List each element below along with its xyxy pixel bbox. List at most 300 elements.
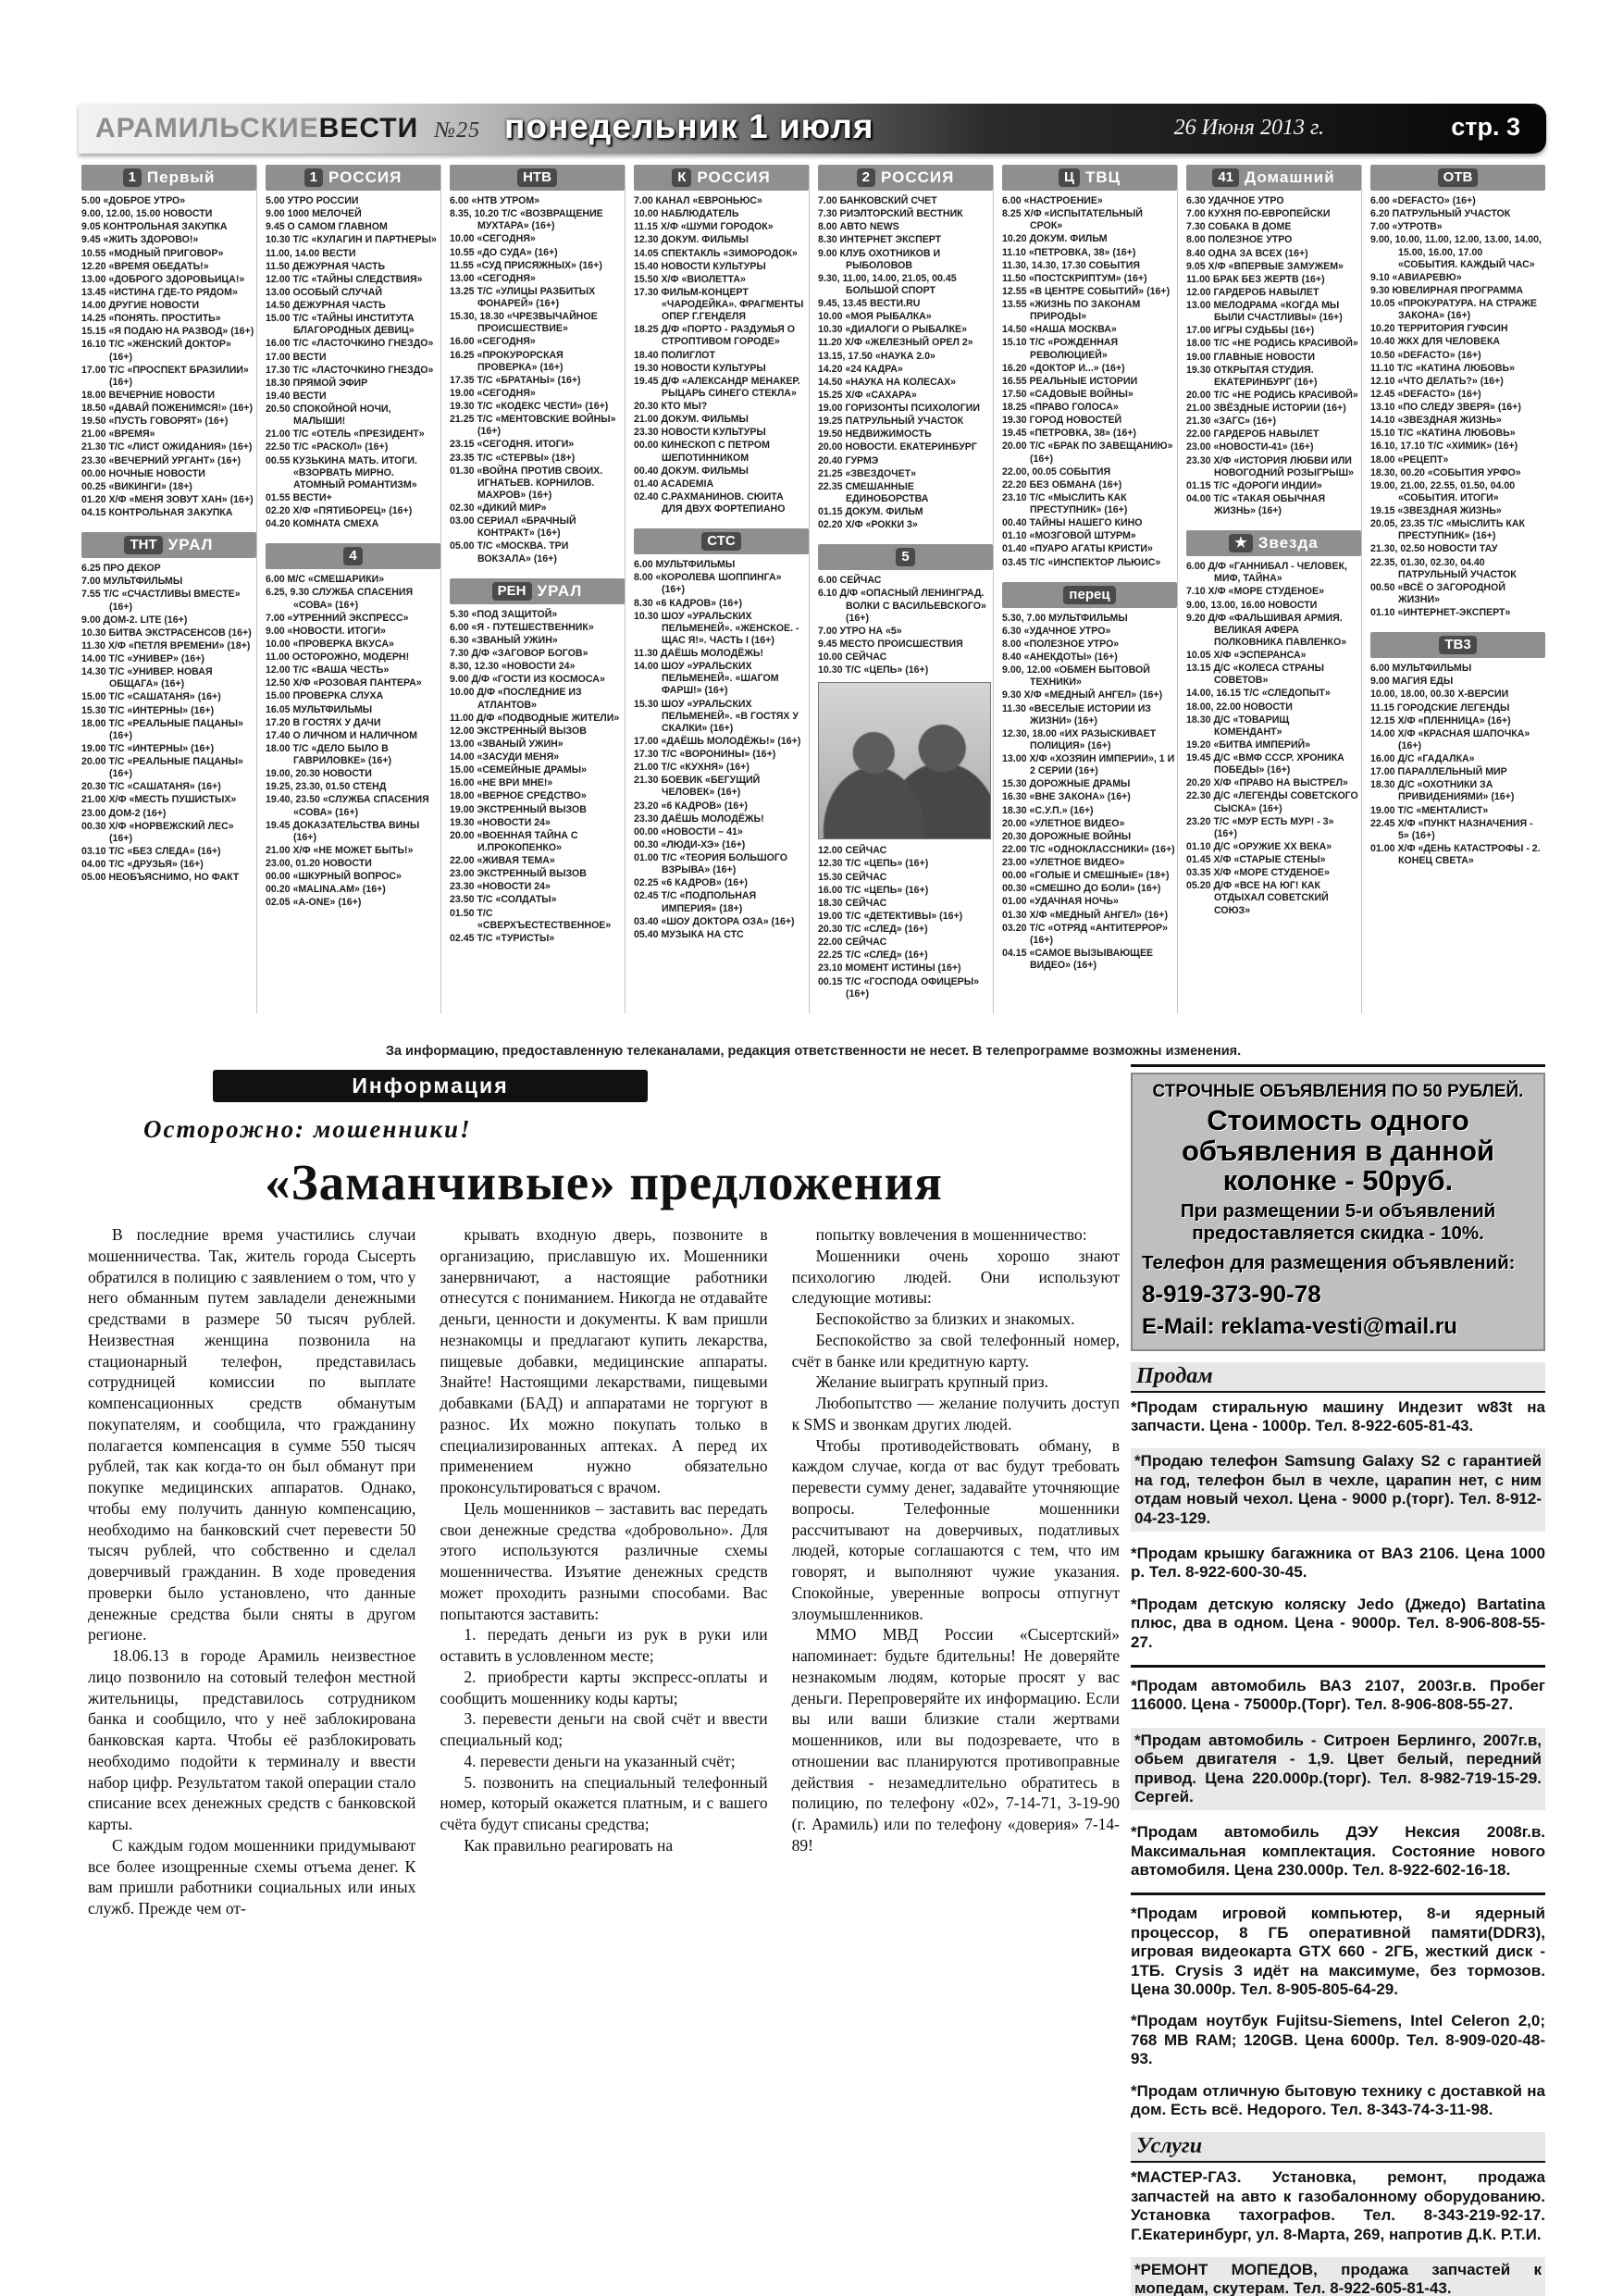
program-entry: 10.55 «МОДНЫЙ ПРИГОВОР» bbox=[81, 247, 224, 259]
program-entry: 7.00 МУЛЬТФИЛЬМЫ bbox=[81, 576, 183, 588]
channel-name: УРАЛ bbox=[537, 581, 583, 600]
program-entry: 21.00 Т/С «ОТЕЛЬ «ПРЕЗИДЕНТ» bbox=[266, 428, 425, 441]
channel-header bbox=[266, 165, 440, 191]
channel-block bbox=[1002, 582, 1177, 973]
program-entry: 16.05 МУЛЬТФИЛЬМЫ bbox=[266, 703, 373, 715]
program-entry: 17.40 О ЛИЧНОМ И НАЛИЧНОМ bbox=[266, 729, 417, 741]
program-entry: 19.40, 23.50 «СЛУЖБА СПАСЕНИЯ «СОВА» (16+) bbox=[266, 794, 429, 818]
classified-ad: *МАСТЕР-ГАЗ. Установка, ремонт, продажа запчастей на авто к газобалонному оборудованию. Установка тахографов. Тел. 8-343-219-92-17. Г.Екатеринбург, ул. 8-Марта, 269, напротив Д.К. Р.Т.И. bbox=[1131, 2168, 1545, 2243]
program-entry: 23.35 Т/С «СТЕРВЫ» (18+) bbox=[450, 452, 576, 464]
program-entry: 9.45, 13.45 ВЕСТИ.RU bbox=[818, 298, 921, 309]
program-entry: 6.00 «Я - ПУТЕШЕСТВЕННИК» bbox=[450, 621, 594, 633]
program-entry: 6.00 МУЛЬТФИЛЬМЫ bbox=[1370, 663, 1472, 675]
program-entry: 21.25 Т/С «МЕНТОВСКИЕ ВОЙНЫ» (16+) bbox=[450, 414, 616, 438]
program-entry: 8.00 АВТО NEWS bbox=[818, 221, 899, 233]
program-entry: 9.00 Д/Ф «ГОСТИ ИЗ КОСМОСА» bbox=[450, 674, 605, 686]
program-list bbox=[450, 195, 625, 565]
program-entry: 18.30 ПРЯМОЙ ЭФИР bbox=[266, 377, 368, 389]
program-entry: 20.00 Т/С «БРАК ПО ЗАВЕЩАНИЮ» (16+) bbox=[1002, 441, 1173, 465]
program-entry: 00.30 «СМЕШНО ДО БОЛИ» (16+) bbox=[1002, 883, 1161, 895]
info-section bbox=[88, 1070, 1120, 1919]
program-entry: 16.20 «ДОКТОР И...» (16+) bbox=[1002, 362, 1125, 374]
program-entry: 18.30 Д/С «ОХОТНИКИ ЗА ПРИВИДЕНИЯМИ» (16+) bbox=[1370, 779, 1515, 803]
article-paragraph: Мошенники очень хорошо знают психологию людей. Они используют следующие мотивы: bbox=[791, 1246, 1120, 1308]
program-entry: 21.00 Т/С «КУХНЯ» (16+) bbox=[634, 762, 750, 774]
program-entry: 20.30 ДОРОЖНЫЕ ВОЙНЫ bbox=[1002, 830, 1132, 842]
channel-header bbox=[81, 532, 256, 558]
program-entry: 9.30 ЮВЕЛИРНАЯ ПРОГРАММА bbox=[1370, 284, 1524, 296]
program-entry: 05.20 Д/Ф «ВСЕ НА ЮГ! КАК ОТДЫХАЛ СОВЕТСКИЙ СОЮЗ» bbox=[1186, 880, 1329, 916]
program-entry: 9.00 КЛУБ ОХОТНИКОВ И РЫБОЛОВОВ bbox=[818, 247, 941, 271]
tv-column bbox=[81, 165, 256, 1013]
program-entry: 19.20 «БИТВА ИМПЕРИЙ» bbox=[1186, 738, 1311, 751]
classifieds-column bbox=[1131, 1064, 1545, 2296]
program-entry: 23.30 ДАЁШЬ МОЛОДЁЖЬ! bbox=[634, 813, 764, 825]
program-entry: 19.00, 21.00, 22.55, 01.50, 04.00 «СОБЫТИЯ. ИТОГИ» bbox=[1370, 479, 1516, 503]
program-entry: 12.20 «ВРЕМЯ ОБЕДАТЬ!» bbox=[81, 260, 209, 272]
program-entry: 01.10 «ИНТЕРНЕТ-ЭКСПЕРТ» bbox=[1370, 607, 1511, 618]
program-entry: 19.50 «ПУСТЬ ГОВОРЯТ» (16+) bbox=[81, 416, 229, 428]
program-entry: 00.00 «ГОЛЫЕ И СМЕШНЫЕ» (18+) bbox=[1002, 870, 1170, 882]
channel-header bbox=[1002, 582, 1177, 608]
program-entry: 15.00 ПРОВЕРКА СЛУХА bbox=[266, 690, 384, 702]
program-entry: 6.00 МУЛЬТФИЛЬМЫ bbox=[634, 559, 736, 571]
program-entry: 23.20 «6 КАДРОВ» (16+) bbox=[634, 800, 748, 812]
program-entry: 17.30 Т/С «ЛАСТОЧКИНО ГНЕЗДО» bbox=[266, 364, 434, 376]
article-paragraph: Беспокойство за близких и знакомых. bbox=[815, 1309, 1075, 1328]
program-list bbox=[634, 195, 809, 515]
tv-column bbox=[625, 165, 809, 1013]
article-paragraph: 4. перевести деньги на указанный счёт; bbox=[464, 1751, 736, 1770]
program-entry: 20.00 «УЛЕТНОЕ ВИДЕО» bbox=[1002, 817, 1125, 829]
program-entry: 6.00 СЕЙЧАС bbox=[818, 575, 882, 587]
program-entry: 7.10 Х/Ф «МОРЕ СТУДЕНОЕ» bbox=[1186, 586, 1324, 598]
program-entry: 9.30, 11.00, 14.00, 21.05, 00.45 БОЛЬШОЙ СПОРТ bbox=[818, 272, 957, 296]
program-entry: 12.30 Т/С «ЦЕПЬ» (16+) bbox=[818, 858, 929, 870]
article-body bbox=[88, 1224, 1120, 1919]
program-entry: 01.10 Д/С «ОРУЖИЕ XX ВЕКА» bbox=[1186, 840, 1332, 852]
program-entry: 11.00, 14.00 ВЕСТИ bbox=[266, 247, 356, 259]
article-paragraph: С каждым годом мошенники придумывают все более изощренные схемы отъема денег. К вам пришли работники социальных или иных служб. Прежде чем от- bbox=[88, 1835, 416, 1917]
program-entry: 13.15, 17.50 «НАУКА 2.0» bbox=[818, 350, 935, 362]
program-entry: 03.45 Т/С «ИНСПЕКТОР ЛЬЮИС» bbox=[1002, 556, 1161, 568]
channel-logo-icon: 5 bbox=[896, 548, 914, 566]
program-entry: 18.00 Т/С «НЕ РОДИСЬ КРАСИВОЙ» bbox=[1186, 338, 1358, 350]
article-paragraph: Как правильно реагировать на bbox=[464, 1835, 674, 1855]
program-entry: 00.25 «ВИКИНГИ» (18+) bbox=[81, 480, 192, 492]
program-entry: 20.20 Х/Ф «ПРАВО НА ВЫСТРЕЛ» bbox=[1186, 777, 1348, 789]
program-entry: 10.20 ДОКУМ. ФИЛЬМ bbox=[1002, 233, 1108, 245]
program-entry: 12.00 ГАРДЕРОБ НАВЫЛЕТ bbox=[1186, 286, 1319, 298]
program-entry: 10.30 Т/С «ЦЕПЬ» (16+) bbox=[818, 664, 929, 676]
article-column bbox=[792, 1224, 1120, 1919]
program-entry: 19.25, 23.30, 01.50 СТЕНД bbox=[266, 781, 387, 793]
channel-logo-icon: НТВ bbox=[517, 168, 557, 187]
program-entry: 11.30 Х/Ф «ПЕТЛЯ ВРЕМЕНИ» (18+) bbox=[81, 639, 251, 652]
program-entry: 22.00 «ЖИВАЯ ТЕМА» bbox=[450, 855, 555, 866]
program-entry: 14.00 Т/С «УНИВЕР» (16+) bbox=[81, 653, 204, 664]
program-entry: 18.00, 22.00 НОВОСТИ bbox=[1186, 701, 1293, 713]
program-entry: 21.00 Х/Ф «НЕ МОЖЕТ БЫТЬ!» bbox=[266, 844, 414, 856]
channel-block bbox=[266, 543, 440, 909]
program-entry: 18.25 «ПРАВО ГОЛОСА» bbox=[1002, 402, 1119, 413]
program-entry: 14.20 «24 КАДРА» bbox=[818, 363, 903, 375]
program-entry: 12.00 Т/С «ТАЙНЫ СЛЕДСТВИЯ» bbox=[266, 273, 423, 285]
program-entry: 13.10 «ПО СЛЕДУ ЗВЕРЯ» (16+) bbox=[1370, 402, 1521, 413]
day-banner: понедельник 1 июля bbox=[504, 107, 874, 145]
program-entry: 18.30 «С.У.П.» (16+) bbox=[1002, 804, 1094, 816]
program-entry: 21.30 БОЕВИК «БЕГУЩИЙ ЧЕЛОВЕК» (16+) bbox=[634, 775, 761, 799]
program-entry: 00.00 «НОВОСТИ – 41» bbox=[634, 825, 743, 838]
classified-ad: *Продам автомобиль ДЭУ Нексия 2008г.в. Максимальная комплектация. Состояние нового автомобиля. Цена 230.000р. Тел. 8-922-602-16-18. bbox=[1131, 1823, 1545, 1880]
program-entry: 6.25, 9.30 СЛУЖБА СПАСЕНИЯ «СОВА» (16+) bbox=[266, 587, 414, 611]
channel-header bbox=[818, 165, 993, 191]
classified-ad: *Продам отличную бытовую технику с доставкой на дом. Есть всё. Недорого. Тел. 8-343-74-3-11-98. bbox=[1131, 2081, 1545, 2118]
program-list bbox=[1186, 195, 1361, 517]
program-entry: 18.30 СЕЙЧАС bbox=[818, 897, 887, 909]
program-entry: 11.10 «ПЕТРОВКА, 38» (16+) bbox=[1002, 246, 1136, 258]
program-entry: 17.30 Т/С «ВОРОНИНЫ» (16+) bbox=[634, 749, 776, 760]
channel-logo-icon: ТНТ bbox=[124, 536, 162, 554]
program-entry: 22.00, 00.05 СОБЫТИЯ bbox=[1002, 465, 1111, 478]
program-entry: 16.30 «ВНЕ ЗАКОНА» (16+) bbox=[1002, 791, 1131, 803]
article-paragraph: Чтобы противодействовать обману, в каждом случае, когда от вас будут требовать перевести сумму денег, задавайте уточняющие вопросы. Телефонные мошенники рассчитывают на доверчивых, податливых людей, которые соглашаются с тем, что им говорят, и выполняют чужие указания. Спокойные, уверенные вопросы отпугнут злоумышленников. bbox=[791, 1435, 1120, 1623]
program-entry: 20.30 Т/С «СЛЕД» (16+) bbox=[818, 924, 928, 935]
channel-name: РОССИЯ bbox=[881, 168, 955, 186]
channel-logo-icon: 41 bbox=[1212, 168, 1239, 187]
program-entry: 12.00 ЭКСТРЕННЫЙ ВЫЗОВ bbox=[450, 725, 587, 737]
classifieds-phone: 8-919-373-90-78 bbox=[1142, 1279, 1321, 1308]
program-entry: 02.30 «ДИКИЙ МИР» bbox=[450, 503, 547, 514]
program-entry: 19.00 Т/С «ИНТЕРНЫ» (16+) bbox=[81, 742, 215, 754]
program-entry: 00.00 КИНЕСКОП С ПЕТРОМ ШЕПОТИННИКОМ bbox=[634, 440, 770, 464]
program-entry: 22.50 Т/С «РАСКОЛ» (16+) bbox=[266, 441, 389, 453]
classified-ad: *Продам автомобиль ВАЗ 2107, 2003г.в. Пробег 116000. Цена - 75000р.(Торг). Тел. 8-906-808-55-27. bbox=[1131, 1676, 1545, 1714]
program-entry: 01.40 ACADEMIA bbox=[634, 478, 714, 490]
channel-name: УРАЛ bbox=[167, 536, 214, 554]
program-entry: 17.00 ВЕСТИ bbox=[266, 351, 327, 363]
program-entry: 04.15 КОНТРОЛЬНАЯ ЗАКУПКА bbox=[81, 507, 233, 518]
program-entry: 10.30 Т/С «КУЛАГИН И ПАРТНЕРЫ» bbox=[266, 234, 437, 246]
program-entry: 7.30 РИЭЛТОРСКИЙ ВЕСТНИК bbox=[818, 208, 963, 220]
channel-name: Домашний bbox=[1245, 168, 1335, 186]
program-entry: 23.30 «НОВОСТИ 24» bbox=[450, 881, 551, 893]
program-entry: 8.30, 12.30 «НОВОСТИ 24» bbox=[450, 661, 576, 673]
channel-logo-icon: 1 bbox=[123, 168, 142, 187]
channel-block bbox=[1186, 165, 1361, 517]
program-entry: 04.00 Т/С «ДРУЗЬЯ» (16+) bbox=[81, 859, 204, 870]
classifieds-tagline: СТРОЧНЫЕ ОБЪЯВЛЕНИЯ ПО 50 РУБЛЕЙ. bbox=[1152, 1082, 1524, 1101]
program-entry: 18.00 «ВЕРНОЕ СРЕДСТВО» bbox=[450, 790, 587, 802]
program-entry: 16.10, 17.10 Т/С «ХИМИК» (16+) bbox=[1370, 441, 1518, 453]
program-entry: 9.10 «АВИАРЕВЮ» bbox=[1370, 271, 1462, 283]
program-entry: 10.05 Х/Ф «ЭСПЕРАНСА» bbox=[1186, 650, 1307, 661]
program-entry: 13.00 ОСОБЫЙ СЛУЧАЙ bbox=[266, 286, 382, 298]
page-header bbox=[79, 104, 1546, 154]
program-list bbox=[450, 609, 625, 945]
channel-header bbox=[634, 165, 809, 191]
program-entry: 22.00 ГАРДЕРОБ НАВЫЛЕТ bbox=[1186, 428, 1319, 441]
program-entry: 6.25 ПРО ДЕКОР bbox=[81, 563, 161, 575]
program-entry: 8.00 «КОРОЛЕВА ШОППИНГА» (16+) bbox=[634, 572, 782, 596]
program-entry: 8.40 «АНЕКДОТЫ» (16+) bbox=[1002, 652, 1118, 663]
program-entry: 05.00 Т/С «МОСКВА. ТРИ ВОКЗАЛА» (16+) bbox=[450, 540, 569, 565]
program-entry: 14.05 СПЕКТАКЛЬ «ЗИМОРОДОК» bbox=[634, 247, 798, 259]
program-entry: 01.30 «ВОЙНА ПРОТИВ СВОИХ. ИГНАТЬЕВ. КОРНИЛОВ. МАХРОВ» (16+) bbox=[450, 465, 603, 501]
program-entry: 15.40 НОВОСТИ КУЛЬТУРЫ bbox=[634, 260, 766, 272]
program-entry: 20.00 НОВОСТИ. ЕКАТЕРИНБУРГ bbox=[818, 441, 977, 453]
program-list bbox=[81, 563, 256, 884]
program-entry: 22.00 СЕЙЧАС bbox=[818, 937, 887, 949]
program-entry: 11.30 ДАЁШЬ МОЛОДЁЖЬ! bbox=[634, 648, 764, 659]
program-entry: 9.00 МАГИЯ ЕДЫ bbox=[1370, 676, 1454, 688]
program-entry: 23.00, 01.20 НОВОСТИ bbox=[266, 858, 372, 869]
masthead-title-bold: ВЕСТИ bbox=[318, 113, 419, 143]
channel-name: Первый bbox=[146, 168, 216, 186]
program-entry: 21.30 Т/С «ЛИСТ ОЖИДАНИЯ» (16+) bbox=[81, 441, 253, 453]
info-section-title: Информация bbox=[213, 1070, 648, 1102]
program-entry: 9.30 Х/Ф «МЕДНЫЙ АНГЕЛ» (16+) bbox=[1002, 689, 1163, 701]
channel-block bbox=[818, 165, 993, 531]
program-entry: 19.15 «ЗВЕЗДНАЯ ЖИЗНЬ» bbox=[1370, 505, 1502, 516]
program-entry: 12.10 «ЧТО ДЕЛАТЬ?» (16+) bbox=[1370, 375, 1504, 387]
program-entry: 17.50 «САДОВЫЕ ВОЙНЫ» bbox=[1002, 388, 1134, 400]
program-list bbox=[81, 195, 256, 519]
program-entry: 23.15 «СЕГОДНЯ. ИТОГИ» bbox=[450, 439, 575, 451]
program-entry: 14.30 Т/С «УНИВЕР. НОВАЯ ОБЩАГА» (16+) bbox=[81, 666, 213, 690]
program-entry: 8.00 «ПОЛЕЗНОЕ УТРО» bbox=[1002, 638, 1120, 650]
program-entry: 20.00 «ВОЕННАЯ ТАЙНА С И.ПРОКОПЕНКО» bbox=[450, 829, 578, 853]
program-entry: 12.55 «В ЦЕНТРЕ СОБЫТИЙ» (16+) bbox=[1002, 285, 1171, 297]
program-entry: 9.05 Х/Ф «ВПЕРВЫЕ ЗАМУЖЕМ» bbox=[1186, 260, 1344, 272]
program-entry: 16.25 «ПРОКУРОРСКАЯ ПРОВЕРКА» (16+) bbox=[450, 349, 564, 373]
channel-header bbox=[1370, 632, 1545, 658]
program-entry: 20.00 Т/С «НЕ РОДИСЬ КРАСИВОЙ» bbox=[1186, 389, 1358, 401]
program-entry: 10.00 «МОЯ РЫБАЛКА» bbox=[818, 311, 932, 323]
channel-header bbox=[450, 165, 625, 191]
program-entry: 18.00 «РЕЦЕПТ» bbox=[1370, 453, 1449, 465]
program-entry: 19.30 ГОРОД НОВОСТЕЙ bbox=[1002, 415, 1122, 427]
channel-header bbox=[818, 544, 993, 570]
program-entry: 01.15 ДОКУМ. ФИЛЬМ bbox=[818, 506, 923, 517]
program-entry: 6.30 «ЗВАНЫЙ УЖИН» bbox=[450, 634, 558, 646]
article-paragraph: 5. позвонить на специальный телефонный номер, который окажется платным, и с вашего счёта будут списаны средства; bbox=[440, 1772, 768, 1833]
program-entry: 04.15 «САМОЕ ВЫЗЫВАЮЩЕЕ ВИДЕО» (16+) bbox=[1002, 947, 1154, 971]
program-entry: 5.00 УТРО РОССИИ bbox=[266, 195, 359, 206]
program-entry: 21.30, 02.50 НОВОСТИ ТАУ bbox=[1370, 543, 1498, 555]
program-entry: 23.50 Т/С «СОЛДАТЫ» bbox=[450, 894, 557, 906]
program-entry: 19.45 Д/С «ВМФ СССР. ХРОНИКА ПОБЕДЫ» (16+) bbox=[1186, 752, 1344, 776]
program-entry: 16.00 Т/С «ЦЕПЬ» (16+) bbox=[818, 884, 929, 896]
program-entry: 05.40 МУЗЫКА НА СТС bbox=[634, 928, 744, 940]
channel-block bbox=[450, 165, 625, 565]
program-entry: 9.45 МЕСТО ПРОИСШЕСТВИЯ bbox=[818, 638, 963, 650]
program-entry: 12.00 СЕЙЧАС bbox=[818, 845, 887, 857]
program-entry: 11.30 «ВЕСЕЛЫЕ ИСТОРИИ ИЗ ЖИЗНИ» (16+) bbox=[1002, 702, 1151, 726]
program-entry: 13.45 «ИСТИНА ГДЕ-ТО РЯДОМ» bbox=[81, 286, 238, 298]
program-entry: 20.40 ГУРМЭ bbox=[818, 454, 879, 466]
classified-ad: *РЕМОНТ МОПЕДОВ, продажа запчастей к мопедам, скутерам. Тел. 8-922-605-81-43. bbox=[1131, 2257, 1545, 2296]
program-entry: 9.45 О САМОМ ГЛАВНОМ bbox=[266, 221, 388, 233]
classified-ad: *Продам детскую коляску Jedo (Джедо) Bartatina плюс, два в одном. Цена - 9000р. Тел. 8-906-808-55-27. bbox=[1131, 1595, 1545, 1651]
program-entry: 01.20 Х/Ф «МЕНЯ ЗОВУТ ХАН» (16+) bbox=[81, 493, 254, 505]
program-list bbox=[266, 574, 440, 909]
program-entry: 9.45 «ЖИТЬ ЗДОРОВО!» bbox=[81, 234, 199, 246]
program-entry: 7.00 «УТРЕННИЙ ЭКСПРЕСС» bbox=[266, 612, 409, 624]
program-entry: 6.00 «DEFACTO» (16+) bbox=[1370, 195, 1476, 206]
channel-block bbox=[1002, 165, 1177, 569]
program-entry: 16.00 Д/С «ГАДАЛКА» bbox=[1370, 753, 1475, 764]
program-entry: 16.10 Т/С «ЖЕНСКИЙ ДОКТОР» (16+) bbox=[81, 339, 231, 363]
program-entry: 5.30, 7.00 МУЛЬТФИЛЬМЫ bbox=[1002, 612, 1128, 624]
program-entry: 12.45 «DEFACTO» (16+) bbox=[1370, 388, 1481, 400]
program-entry: 11.00 Д/Ф «ПОДВОДНЫЕ ЖИТЕЛИ» bbox=[450, 712, 620, 724]
tv-column bbox=[256, 165, 440, 1013]
program-entry: 8.25 Х/Ф «ИСПЫТАТЕЛЬНЫЙ СРОК» bbox=[1002, 208, 1143, 232]
channel-logo-icon: 2 bbox=[857, 168, 875, 187]
program-entry: 13.00 Х/Ф «ХОЗЯИН ИМПЕРИИ», 1 И 2 СЕРИИ (16+) bbox=[1002, 753, 1175, 777]
program-entry: 01.55 ВЕСТИ+ bbox=[266, 491, 332, 503]
channel-header bbox=[450, 578, 625, 604]
program-entry: 13.25 Т/С «УЛИЦЫ РАЗБИТЫХ ФОНАРЕЙ» (16+) bbox=[450, 285, 596, 309]
program-entry: 19.00 Т/С «ДЕТЕКТИВЫ» (16+) bbox=[818, 910, 963, 922]
program-entry: 00.30 Х/Ф «НОРВЕЖСКИЙ ЛЕС» (16+) bbox=[81, 820, 234, 844]
program-entry: 6.00 М/С «СМЕШАРИКИ» bbox=[266, 574, 385, 586]
article-column bbox=[88, 1224, 415, 1919]
program-entry: 9.00 «НОВОСТИ. ИТОГИ» bbox=[266, 625, 386, 637]
program-entry: 14.25 «ПОНЯТЬ. ПРОСТИТЬ» bbox=[81, 313, 221, 325]
program-entry: 00.20 «MALINA.AM» (16+) bbox=[266, 884, 386, 896]
program-entry: 15.25 Х/Ф «САХАРА» bbox=[818, 389, 917, 401]
article-paragraph: 1. передать деньги из рук в руки или оставить в условленном месте; bbox=[440, 1625, 768, 1665]
program-entry: 18.30 Д/С «ТОВАРИЩ КОМЕНДАНТ» bbox=[1186, 714, 1290, 738]
program-entry: 21.00 Х/Ф «МЕСТЬ ПУШИСТЫХ» bbox=[81, 794, 237, 806]
article-paragraph: попытку вовлечения в мошенничество: bbox=[815, 1225, 1087, 1244]
tv-column bbox=[993, 165, 1177, 1013]
program-entry: 9.00, 10.00, 11.00, 12.00, 13.00, 14.00, 15.00, 16.00, 17.00 «СОБЫТИЯ. КАЖДЫЙ ЧАС» bbox=[1370, 234, 1542, 270]
program-entry: 18.50 «ДАВАЙ ПОЖЕНИМСЯ!» (16+) bbox=[81, 403, 253, 414]
program-entry: 20.50 СПОКОЙНОЙ НОЧИ, МАЛЫШИ! bbox=[266, 403, 391, 428]
program-entry: 11.10 Т/С «КАТИНА ЛЮБОВЬ» bbox=[1370, 362, 1516, 374]
program-entry: 9.00, 13.00, 16.00 НОВОСТИ bbox=[1186, 599, 1318, 611]
program-entry: 03.00 СЕРИАЛ «БРАЧНЫЙ КОНТРАКТ» (16+) bbox=[450, 515, 576, 540]
tv-column bbox=[440, 165, 625, 1013]
program-entry: 10.50 «DEFACTO» (16+) bbox=[1370, 349, 1481, 361]
classified-ad: *Продам стиральную машину Индезит w83t на запчасти. Цена - 1000р. Тел. 8-922-605-81-43. bbox=[1131, 1397, 1545, 1435]
channel-block bbox=[81, 532, 256, 884]
program-entry: 23.30 НОВОСТИ КУЛЬТУРЫ bbox=[634, 427, 766, 439]
channel-logo-icon: СТС bbox=[701, 532, 740, 551]
program-entry: 19.30 НОВОСТИ КУЛЬТУРЫ bbox=[634, 362, 766, 374]
channel-block bbox=[266, 165, 440, 530]
program-entry: 23.10 Т/С «МЫСЛИТЬ КАК ПРЕСТУПНИК» (16+) bbox=[1002, 491, 1128, 515]
program-entry: 15.30 ШОУ «УРАЛЬСКИХ ПЕЛЬМЕНЕЙ». «В ГОСТЯХ У СКАЛКИ» (16+) bbox=[634, 698, 799, 734]
article-column bbox=[440, 1224, 767, 1919]
program-entry: 6.00 «НТВ УТРОМ» bbox=[450, 195, 540, 206]
article-headline: «Заманчивые» предложения bbox=[265, 1154, 943, 1210]
program-entry: 01.45 Х/Ф «СТАРЫЕ СТЕНЫ» bbox=[1186, 854, 1326, 865]
program-entry: 17.00 Т/С «ПРОСПЕКТ БРАЗИЛИИ» (16+) bbox=[81, 364, 249, 388]
classified-ad: *Продам игровой компьютер, 8-и ядерный процессор, 8 ГБ оперативной памяти(DDR3), игровая видеокарта GTX 660 - 2ГБ, жесткий диск - 1ТБ. Crysis 3 идёт на максимуме, без тормозов. Цена 30.000р. Тел. 8-905-805-64-29. bbox=[1131, 1905, 1545, 1999]
channel-logo-icon: 1 bbox=[304, 168, 323, 187]
program-entry: 18.30, 00.20 «СОБЫТИЯ УРФО» bbox=[1370, 466, 1521, 478]
program-entry: 03.35 Х/Ф «МОРЕ СТУДЕНОЕ» bbox=[1186, 867, 1330, 879]
program-entry: 10.30 БИТВА ЭКСТРАСЕНСОВ (16+) bbox=[81, 627, 252, 639]
channel-logo-icon: перец bbox=[1063, 586, 1115, 604]
program-entry: 02.25 «6 КАДРОВ» (16+) bbox=[634, 877, 748, 889]
program-entry: 20.30 КТО МЫ? bbox=[634, 401, 708, 412]
program-entry: 14.00 ДРУГИЕ НОВОСТИ bbox=[81, 300, 200, 311]
program-entry: 10.40 ЖКХ ДЛЯ ЧЕЛОВЕКА bbox=[1370, 336, 1501, 348]
program-entry: 7.30 СОБАКА В ДОМЕ bbox=[1186, 221, 1292, 233]
classified-ad: *Продаю телефон Samsung Galaxy S2 с гарантией на год, телефон был в чехле, царапин нет, с ним отдам новый чехол. Цена - 9000 р.(торг). Тел. 8-912-04-23-129. bbox=[1131, 1448, 1545, 1532]
channel-header bbox=[634, 528, 809, 554]
program-entry: 16.00 Т/С «ЛАСТОЧКИНО ГНЕЗДО» bbox=[266, 338, 434, 350]
program-entry: 19.45 Д/Ф «АЛЕКСАНДР МЕНАКЕР. РЫЦАРЬ СИНЕГО СТЕКЛА» bbox=[634, 375, 800, 399]
program-entry: 00.15 Т/С «ГОСПОДА ОФИЦЕРЫ» (16+) bbox=[818, 975, 979, 999]
program-entry: 12.15 Х/Ф «ПЛЕННИЦА» (16+) bbox=[1370, 714, 1511, 726]
program-entry: 20.00 Т/С «РЕАЛЬНЫЕ ПАЦАНЫ» (16+) bbox=[81, 756, 243, 780]
program-entry: 13.00 «ДОБРОГО ЗДОРОВЬИЦА!» bbox=[81, 273, 245, 285]
classified-ad: *Продам ноутбук Fujitsu-Siemens, Intel Celeron 2,0; 768 MB RAM; 120GB. Цена 6000р. Тел. 8-909-020-48-93. bbox=[1131, 2012, 1545, 2068]
program-list bbox=[634, 559, 809, 941]
program-entry: 7.00 КУХНЯ ПО-ЕВРОПЕЙСКИ bbox=[1186, 208, 1331, 220]
article-paragraph: 18.06.13 в городе Арамиль неизвестное лицо позвонило на сотовый телефон местной жительницы, представилось сотрудником банка и сообщило, что у неё заблокирована банковская карта. Чтобы её разблокировать необходимо подойти к терминалу и ввести набор цифр. Результатом такой операции стало списание всех денежных средств с банковской карты. bbox=[88, 1646, 416, 1833]
channel-logo-icon: 4 bbox=[343, 547, 362, 565]
channel-logo-icon: К bbox=[672, 168, 691, 187]
program-entry: 23.00 ДОМ-2 (16+) bbox=[81, 807, 167, 819]
program-entry: 15.00 Т/С «САШАТАНЯ» (16+) bbox=[81, 691, 221, 703]
program-entry: 15.00 Т/С «ТАЙНЫ ИНСТИТУТА БЛАГОРОДНЫХ ДЕВИЦ» bbox=[266, 313, 415, 337]
program-entry: 05.00 НЕОБЪЯСНИМО, НО ФАКТ bbox=[81, 872, 240, 884]
article-paragraph: ММО МВД России «Сысертский» напоминает: будьте бдительны! Не доверяйте незнакомым людям, которые просят у вас деньги. Перепроверяйте их информацию. Если вы или ваши близкие стали жертвами мошенников, или вы подозреваете, что в отношении вас планируются противоправные действия - незамедлительно обратитесь в полицию, по телефону «02», 7-14-71, 3-19-90 (г. Арамиль) или по телефону «доверия» 7-14-89! bbox=[791, 1625, 1120, 1855]
program-entry: 22.20 БЕЗ ОБМАНА (16+) bbox=[1002, 478, 1122, 490]
channel-name: Звезда bbox=[1258, 534, 1319, 552]
program-entry: 18.00 ВЕЧЕРНИЕ НОВОСТИ bbox=[81, 389, 216, 401]
program-entry: 7.55 Т/С «СЧАСТЛИВЫ ВМЕСТЕ» (16+) bbox=[81, 589, 241, 613]
program-entry: 00.50 «ВСЁ О ЗАГОРОДНОЙ ЖИЗНИ» bbox=[1370, 581, 1505, 605]
page-number: стр. 3 bbox=[1451, 113, 1520, 141]
program-entry: 12.50 Х/Ф «РОЗОВАЯ ПАНТЕРА» bbox=[266, 677, 422, 689]
channel-logo-icon: ★ bbox=[1229, 534, 1252, 552]
program-entry: 6.10 Д/Ф «ОПАСНЫЙ ЛЕНИНГРАД. ВОЛКИ С ВАСИЛЬЕВСКОГО» (16+) bbox=[818, 588, 986, 624]
program-entry: 7.30 Д/Ф «ЗАГОВОР БОГОВ» bbox=[450, 648, 588, 659]
classifieds-discount-line: При размещении 5-и объявлений предоставляется скидка - 10%. bbox=[1180, 1199, 1496, 1244]
program-entry: 10.55 «ДО СУДА» (16+) bbox=[450, 246, 558, 258]
program-entry: 13.55 «ЖИЗНЬ ПО ЗАКОНАМ ПРИРОДЫ» bbox=[1002, 299, 1141, 323]
program-entry: 18.00 Т/С «ДЕЛО БЫЛО В ГАВРИЛОВКЕ» (16+) bbox=[266, 742, 392, 766]
program-entry: 23.00 «УЛЕТНОЕ ВИДЕО» bbox=[1002, 857, 1125, 868]
classifieds-phone-label: Телефон для размещения объявлений: bbox=[1142, 1251, 1516, 1273]
program-entry: 04.00 Т/С «ТАКАЯ ОБЫЧНАЯ ЖИЗНЬ» (16+) bbox=[1186, 492, 1326, 516]
program-entry: 11.15 Х/Ф «ШУМИ ГОРОДОК» bbox=[634, 221, 774, 233]
program-entry: 19.00 ГОРИЗОНТЫ ПСИХОЛОГИИ bbox=[818, 403, 980, 414]
program-entry: 10.30 ШОУ «УРАЛЬСКИХ ПЕЛЬМЕНЕЙ». «ЖЕНСКОЕ. - ЩАС Я!». ЧАСТЬ I (16+) bbox=[634, 610, 799, 646]
program-entry: 03.40 «ШОУ ДОКТОРА ОЗА» (16+) bbox=[634, 915, 795, 927]
program-entry: 8.30 «6 КАДРОВ» (16+) bbox=[634, 597, 743, 609]
channel-block bbox=[1186, 530, 1361, 917]
program-entry: 8.30 ИНТЕРНЕТ ЭКСПЕРТ bbox=[818, 234, 942, 246]
program-entry: 01.00 Т/С «ТЕОРИЯ БОЛЬШОГО ВЗРЫВА» (16+) bbox=[634, 852, 787, 876]
article-paragraph: Беспокойство за свой телефонный номер, счёт в банке или кредитную карту. bbox=[791, 1330, 1120, 1371]
channel-name: РОССИЯ bbox=[328, 168, 403, 186]
program-entry: 19.00 ЭКСТРЕННЫЙ ВЫЗОВ bbox=[450, 803, 587, 815]
program-entry: 01.15 Т/С «ДОРОГИ ИНДИИ» bbox=[1186, 479, 1322, 491]
program-entry: 7.00 КАНАЛ «ЕВРОНЬЮС» bbox=[634, 195, 762, 206]
program-list bbox=[266, 195, 440, 530]
channel-block bbox=[450, 578, 625, 945]
program-entry: 15.00 «СЕМЕЙНЫЕ ДРАМЫ» bbox=[450, 764, 588, 776]
